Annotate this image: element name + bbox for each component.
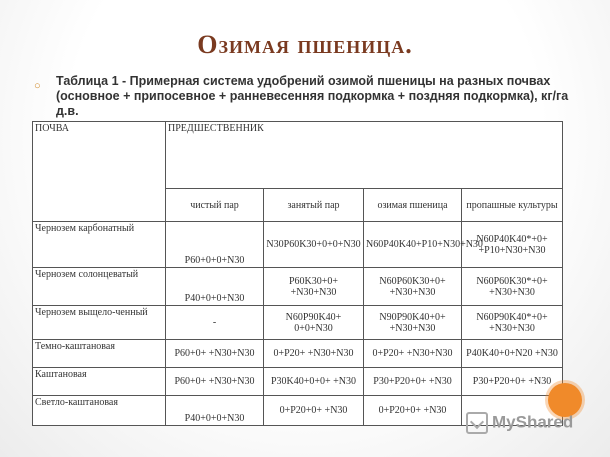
soil-cell: Чернозем выщело-ченный xyxy=(33,306,166,340)
value-cell: N60P90K40*+0+ +N30+N30 xyxy=(462,306,563,340)
value-cell: N60P90K40+ 0+0+N30 xyxy=(264,306,364,340)
value-cell: N60P40K40*+0+ +P10+N30+N30 xyxy=(462,222,563,268)
value-cell: 0+P20+ +N30+N30 xyxy=(364,340,462,368)
slide-title: Озимая пшеница. xyxy=(197,30,413,59)
value-cell: N60P60K30+0+ +N30+N30 xyxy=(364,268,462,306)
header-predecessor: ПРЕДШЕСТВЕННИК xyxy=(166,122,563,189)
value-cell: P60+0+ +N30+N30 xyxy=(166,368,264,396)
header-soil: ПОЧВА xyxy=(33,122,166,222)
value-cell: 0+P20+0+ +N30 xyxy=(364,396,462,426)
soil-cell: Чернозем карбонатный xyxy=(33,222,166,268)
value-cell: P40K40+0+N20 +N30 xyxy=(462,340,563,368)
subheader-winter-wheat: озимая пшеница xyxy=(364,189,462,222)
table-row xyxy=(33,306,563,340)
value-cell: P60K30+0+ +N30+N30 xyxy=(264,268,364,306)
value-cell: P40+0+0+N30 xyxy=(166,268,264,306)
value-cell: N90P90K40+0+ +N30+N30 xyxy=(364,306,462,340)
table-row xyxy=(33,222,563,268)
soil-cell: Темно-каштановая xyxy=(33,340,166,368)
table-row xyxy=(33,268,563,306)
value-cell: 0+P20+0+ +N30 xyxy=(264,396,364,426)
value-cell: N60P40K40+P10+N30+N30 xyxy=(364,222,462,268)
bullet-icon: ○ xyxy=(34,80,41,92)
subheader-occupied-fallow: занятый пар xyxy=(264,189,364,222)
logo-icon xyxy=(466,412,488,434)
soil-cell: Чернозем солонцеватый xyxy=(33,268,166,306)
soil-cell: Каштановая xyxy=(33,368,166,396)
value-cell: - xyxy=(166,306,264,340)
table-row xyxy=(33,368,563,396)
value-cell: P60+0+0+N30 xyxy=(166,222,264,268)
subheader-row-crops: пропашные культуры xyxy=(462,189,563,222)
value-cell: P60+0+ +N30+N30 xyxy=(166,340,264,368)
subheader-clean-fallow: чистый пар xyxy=(166,189,264,222)
fertilizer-table xyxy=(32,121,563,426)
table-row xyxy=(33,340,563,368)
value-cell: P30+P20+0+ +N30 xyxy=(462,368,563,396)
value-cell: P40+0+0+N30 xyxy=(166,396,264,426)
table-caption: Таблица 1 - Примерная система удобрений озимой пшеницы на разных почвах (основное + припосевное + ранневесенняя подкормка + поздняя подкормка), кг/га д.в. xyxy=(56,74,569,118)
value-cell: N60P60K30*+0+ +N30+N30 xyxy=(462,268,563,306)
value-cell: N30P60K30+0+0+N30 xyxy=(264,222,364,268)
soil-cell: Светло-каштановая xyxy=(33,396,166,426)
value-cell: P30K40+0+0+ +N30 xyxy=(264,368,364,396)
logo-text: MyShared xyxy=(492,412,574,432)
value-cell: P30+P20+0+ +N30 xyxy=(364,368,462,396)
watermark-logo xyxy=(466,412,596,436)
value-cell: 0+P20+ +N30+N30 xyxy=(264,340,364,368)
